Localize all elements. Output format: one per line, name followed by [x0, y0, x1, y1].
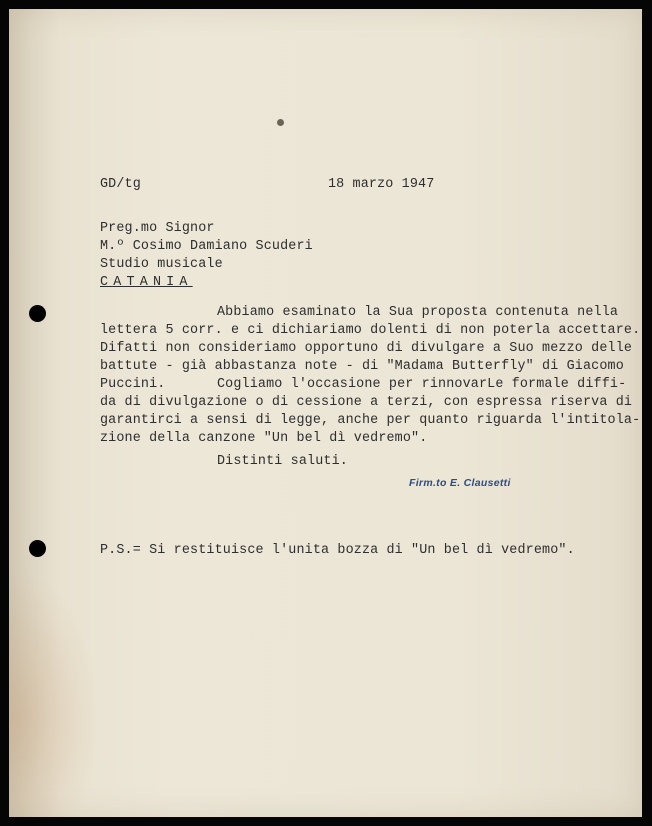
recipient-place: Studio musicale	[100, 257, 223, 272]
reference-code: GD/tg	[100, 177, 141, 192]
body-line: zione della canzone "Un bel dì vedremo".	[100, 431, 428, 446]
body-line: Difatti non consideriamo opportuno di divulgare a Suo mezzo delle	[100, 341, 633, 356]
body-line: Abbiamo esaminato la Sua proposta contenuta nella	[217, 305, 619, 320]
punch-hole-top	[29, 305, 46, 322]
postscript: P.S.= Si restituisce l'unita bozza di "Un bel dì vedremo".	[100, 543, 575, 558]
body-line: garantirci a sensi di legge, anche per quanto riguarda l'intitola-	[100, 413, 641, 428]
paper-stain	[9, 569, 99, 817]
recipient-name: M.º Cosimo Damiano Scuderi	[100, 239, 313, 254]
closing-line: Distinti saluti.	[217, 454, 348, 469]
body-line: Cogliamo l'occasione per rinnovarLe formale diffi-	[217, 377, 627, 392]
body-line: battute - già abbastanza note - di "Madama Butterfly" di Giacomo	[100, 359, 624, 374]
letter-date: 18 marzo 1947	[328, 177, 435, 192]
body-line: da di divulgazione o di cessione a terzi, con espressa riserva di	[100, 395, 633, 410]
letter-page	[9, 9, 642, 817]
recipient-city: CATANIA	[100, 275, 193, 290]
body-line: lettera 5 corr. e ci dichiariamo dolenti di non poterla accettare.	[100, 323, 641, 338]
recipient-salutation: Preg.mo Signor	[100, 221, 215, 236]
punch-hole-bottom	[29, 540, 46, 557]
ink-speck	[277, 119, 284, 126]
body-line: Puccini.	[100, 377, 166, 392]
signature-stamp: Firm.to E. Clausetti	[409, 477, 511, 489]
